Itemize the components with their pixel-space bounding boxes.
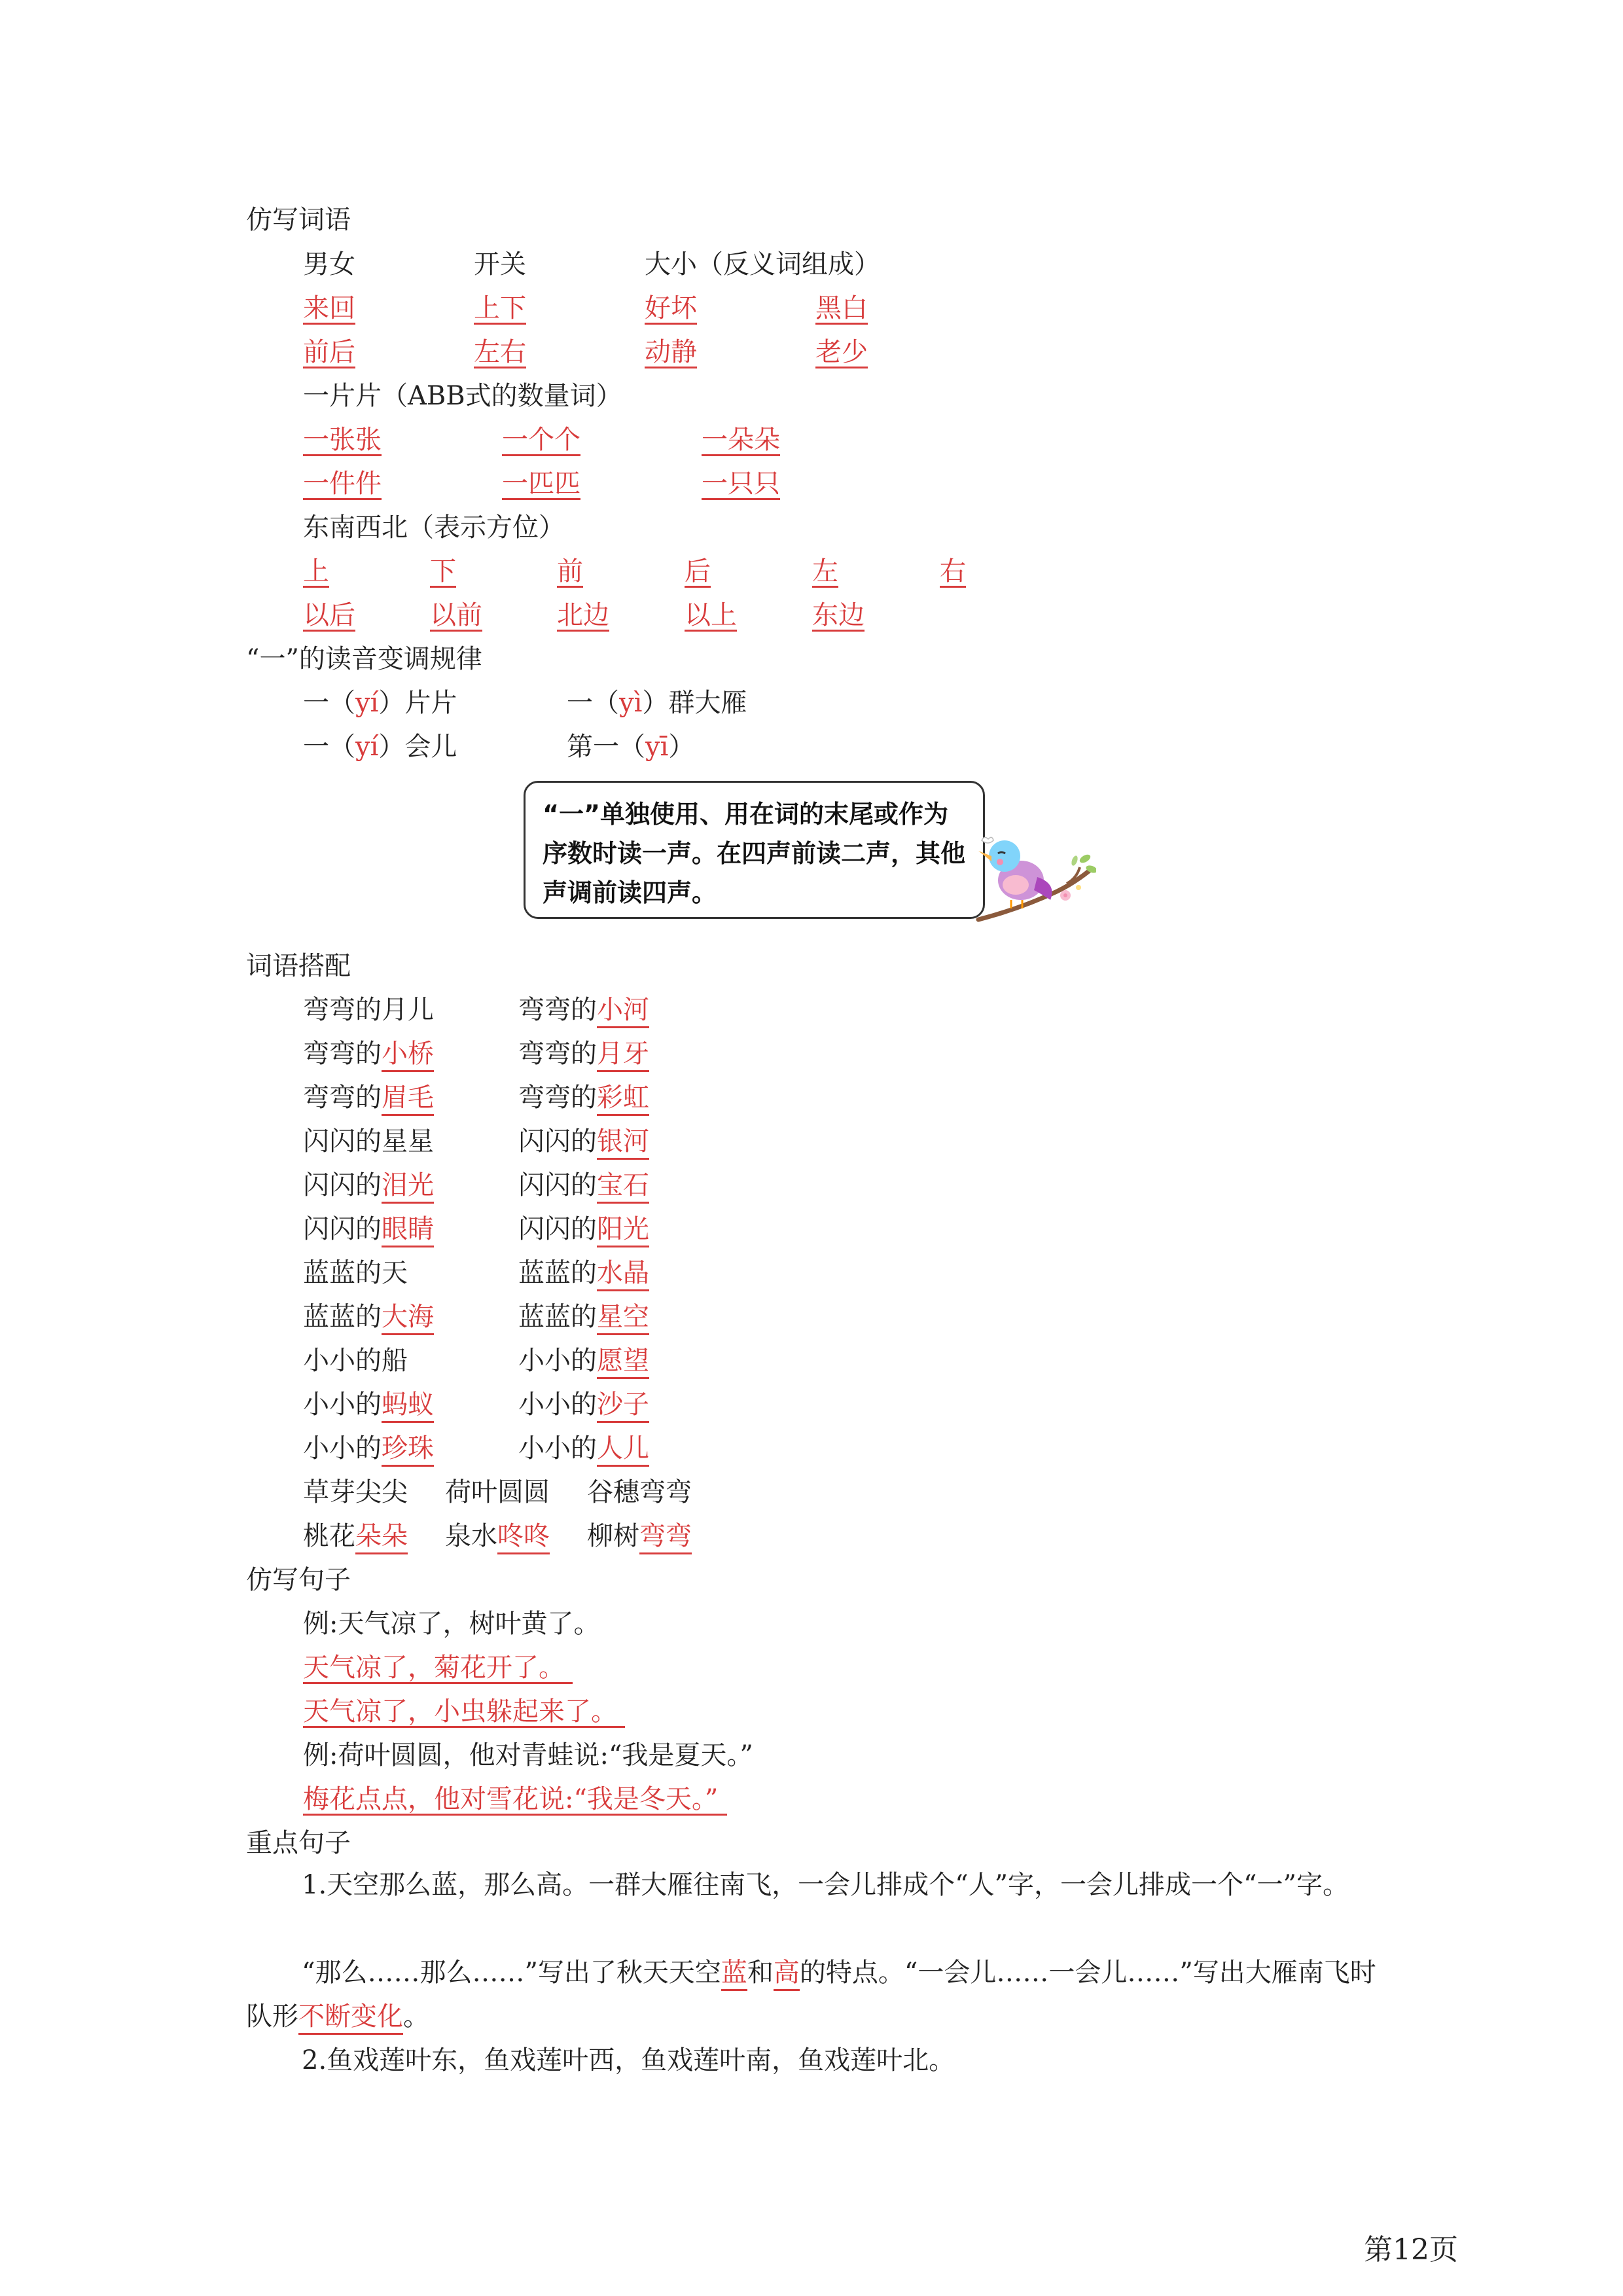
answer-word: 眼睛 — [382, 1214, 434, 1247]
answer-word: 泪光 — [382, 1170, 434, 1204]
answer-sentence: 天气凉了，菊花开了。 — [303, 1655, 573, 1684]
answer-word: 左 — [812, 556, 838, 586]
answer-word: 一个个 — [502, 425, 580, 455]
key-sentence-1: 1.天空那么蓝，那么高。一群大雁往南飞，一会儿排成个“人”字，一会儿排成一个“一”字。 — [302, 1870, 1349, 1900]
phrase: 桃花朵朵 — [303, 1523, 408, 1549]
pinyin: yí — [355, 688, 379, 718]
answer-word: 一朵朵 — [702, 425, 780, 455]
answer-word: 彩虹 — [597, 1083, 649, 1116]
answer-word: 前 — [557, 556, 583, 586]
answer-word: 老少 — [815, 337, 868, 367]
section-heading-imitate-sentences: 仿写句子 — [246, 1565, 351, 1595]
answer-word: 下 — [430, 556, 456, 586]
answer-word: 好坏 — [645, 293, 697, 323]
phrase: 柳树弯弯 — [587, 1523, 692, 1549]
answer-word: 后 — [685, 556, 711, 586]
answer-word: 大海 — [382, 1302, 434, 1335]
answer-word: 珍珠 — [382, 1433, 434, 1467]
answer-word: 上下 — [474, 293, 526, 323]
answer-word: 一张张 — [303, 425, 382, 455]
key-sentence-1-analysis: “那么……那么……”写出了秋天天空蓝和高的特点。“一会儿……一会儿……”写出大雁南飞时队形不断变化。 — [246, 1951, 1378, 2039]
answer-word: 咚咚 — [497, 1521, 550, 1554]
collocation-item: 闪闪的银河 — [518, 1128, 649, 1155]
section-heading-key-sentences: 重点句子 — [246, 1828, 351, 1858]
answer-word: 蓝 — [721, 1958, 747, 1991]
answer-word: 高 — [774, 1958, 800, 1991]
answer-word: 黑白 — [815, 293, 868, 323]
collocation-item: 闪闪的宝石 — [518, 1172, 649, 1198]
answer-word: 沙子 — [597, 1390, 649, 1423]
collocation-item: 蓝蓝的大海 — [303, 1304, 434, 1330]
pinyin: yì — [619, 688, 643, 718]
collocation-item: 蓝蓝的星空 — [518, 1304, 649, 1330]
answer-word: 人儿 — [597, 1433, 649, 1467]
section-heading-word-collocation: 词语搭配 — [246, 951, 351, 981]
collocation-item: 蓝蓝的水晶 — [518, 1260, 649, 1286]
tone-example: 一（yí）会儿 — [303, 732, 457, 762]
bird-on-branch-illustration — [975, 831, 1096, 929]
example-word: 男女 — [303, 249, 355, 279]
tone-example: 一（yì）群大雁 — [567, 688, 747, 718]
collocation-item: 弯弯的眉毛 — [303, 1085, 434, 1111]
pinyin: yí — [355, 732, 379, 762]
answer-sentence: 天气凉了，小虫躲起来了。 — [303, 1698, 625, 1728]
answer-word: 水晶 — [597, 1258, 649, 1291]
answer-word: 小河 — [597, 995, 649, 1028]
answer-word: 愿望 — [597, 1346, 649, 1379]
collocation-item: 闪闪的眼睛 — [303, 1216, 434, 1242]
section-heading-yi-tone: “一”的读音变调规律 — [246, 644, 482, 674]
answer-word: 以前 — [430, 600, 482, 630]
collocation-item: 闪闪的阳光 — [518, 1216, 649, 1242]
phrase: 草芽尖尖 — [303, 1477, 408, 1507]
collocation-item: 闪闪的星星 — [303, 1126, 434, 1157]
answer-word: 月牙 — [597, 1039, 649, 1072]
collocation-item: 弯弯的小桥 — [303, 1041, 434, 1067]
answer-word: 银河 — [597, 1126, 649, 1160]
answer-word: 一只只 — [702, 469, 780, 499]
phrase: 泉水咚咚 — [445, 1523, 550, 1549]
collocation-item: 小小的蚂蚁 — [303, 1391, 434, 1418]
collocation-item: 弯弯的彩虹 — [518, 1085, 649, 1111]
answer-word: 宝石 — [597, 1170, 649, 1204]
collocation-item: 弯弯的月牙 — [518, 1041, 649, 1067]
answer-word: 一匹匹 — [502, 469, 580, 499]
example-word: 一片片（ABB式的数量词） — [303, 381, 622, 411]
answer-word: 前后 — [303, 337, 355, 367]
collocation-item: 弯弯的小河 — [518, 997, 649, 1023]
example-word: 大小（反义词组成） — [645, 249, 880, 279]
collocation-item: 小小的船 — [303, 1346, 408, 1376]
answer-word: 小桥 — [382, 1039, 434, 1072]
tone-example: 一（yí）片片 — [303, 688, 457, 718]
answer-sentence: 梅花点点，他对雪花说:“我是冬天。” — [303, 1786, 727, 1816]
example-word: 开关 — [474, 249, 526, 279]
answer-word: 来回 — [303, 293, 355, 323]
pinyin: yī — [645, 732, 669, 762]
answer-word: 星空 — [597, 1302, 649, 1335]
answer-word: 上 — [303, 556, 329, 586]
answer-word: 北边 — [557, 600, 609, 630]
answer-word: 阳光 — [597, 1214, 649, 1247]
section-heading-imitate-words: 仿写词语 — [246, 205, 351, 235]
example-sentence: 例:荷叶圆圆，他对青蛙说:“我是夏天。” — [303, 1740, 753, 1770]
collocation-item: 蓝蓝的天 — [303, 1258, 408, 1288]
example-sentence: 例:天气凉了，树叶黄了。 — [303, 1609, 600, 1639]
answer-word: 东边 — [812, 600, 865, 630]
answer-word: 以后 — [303, 600, 355, 630]
answer-word: 以上 — [685, 600, 737, 630]
rule-callout-box: “一”单独使用、用在词的末尾或作为序数时读一声。在四声前读二声，其他声调前读四声。 — [524, 781, 985, 919]
answer-word: 一件件 — [303, 469, 382, 499]
collocation-item: 小小的愿望 — [518, 1348, 649, 1374]
answer-word: 右 — [940, 556, 966, 586]
phrase: 荷叶圆圆 — [445, 1477, 550, 1507]
phrase: 谷穗弯弯 — [587, 1477, 692, 1507]
answer-word: 不断变化 — [298, 2001, 403, 2035]
example-word: 东南西北（表示方位） — [303, 512, 565, 543]
answer-word: 动静 — [645, 337, 697, 367]
answer-word: 左右 — [474, 337, 526, 367]
tone-example: 第一（yī） — [567, 732, 695, 762]
collocation-item: 小小的珍珠 — [303, 1435, 434, 1462]
answer-word: 蚂蚁 — [382, 1390, 434, 1423]
collocation-item: 小小的沙子 — [518, 1391, 649, 1418]
answer-word: 弯弯 — [639, 1521, 692, 1554]
page-number: 第12页 — [1364, 2233, 1458, 2267]
collocation-item: 小小的人儿 — [518, 1435, 649, 1462]
answer-word: 朵朵 — [355, 1521, 408, 1554]
answer-word: 眉毛 — [382, 1083, 434, 1116]
collocation-item: 弯弯的月儿 — [303, 995, 434, 1025]
collocation-item: 闪闪的泪光 — [303, 1172, 434, 1198]
key-sentence-2: 2.鱼戏莲叶东，鱼戏莲叶西，鱼戏莲叶南，鱼戏莲叶北。 — [302, 2045, 955, 2075]
